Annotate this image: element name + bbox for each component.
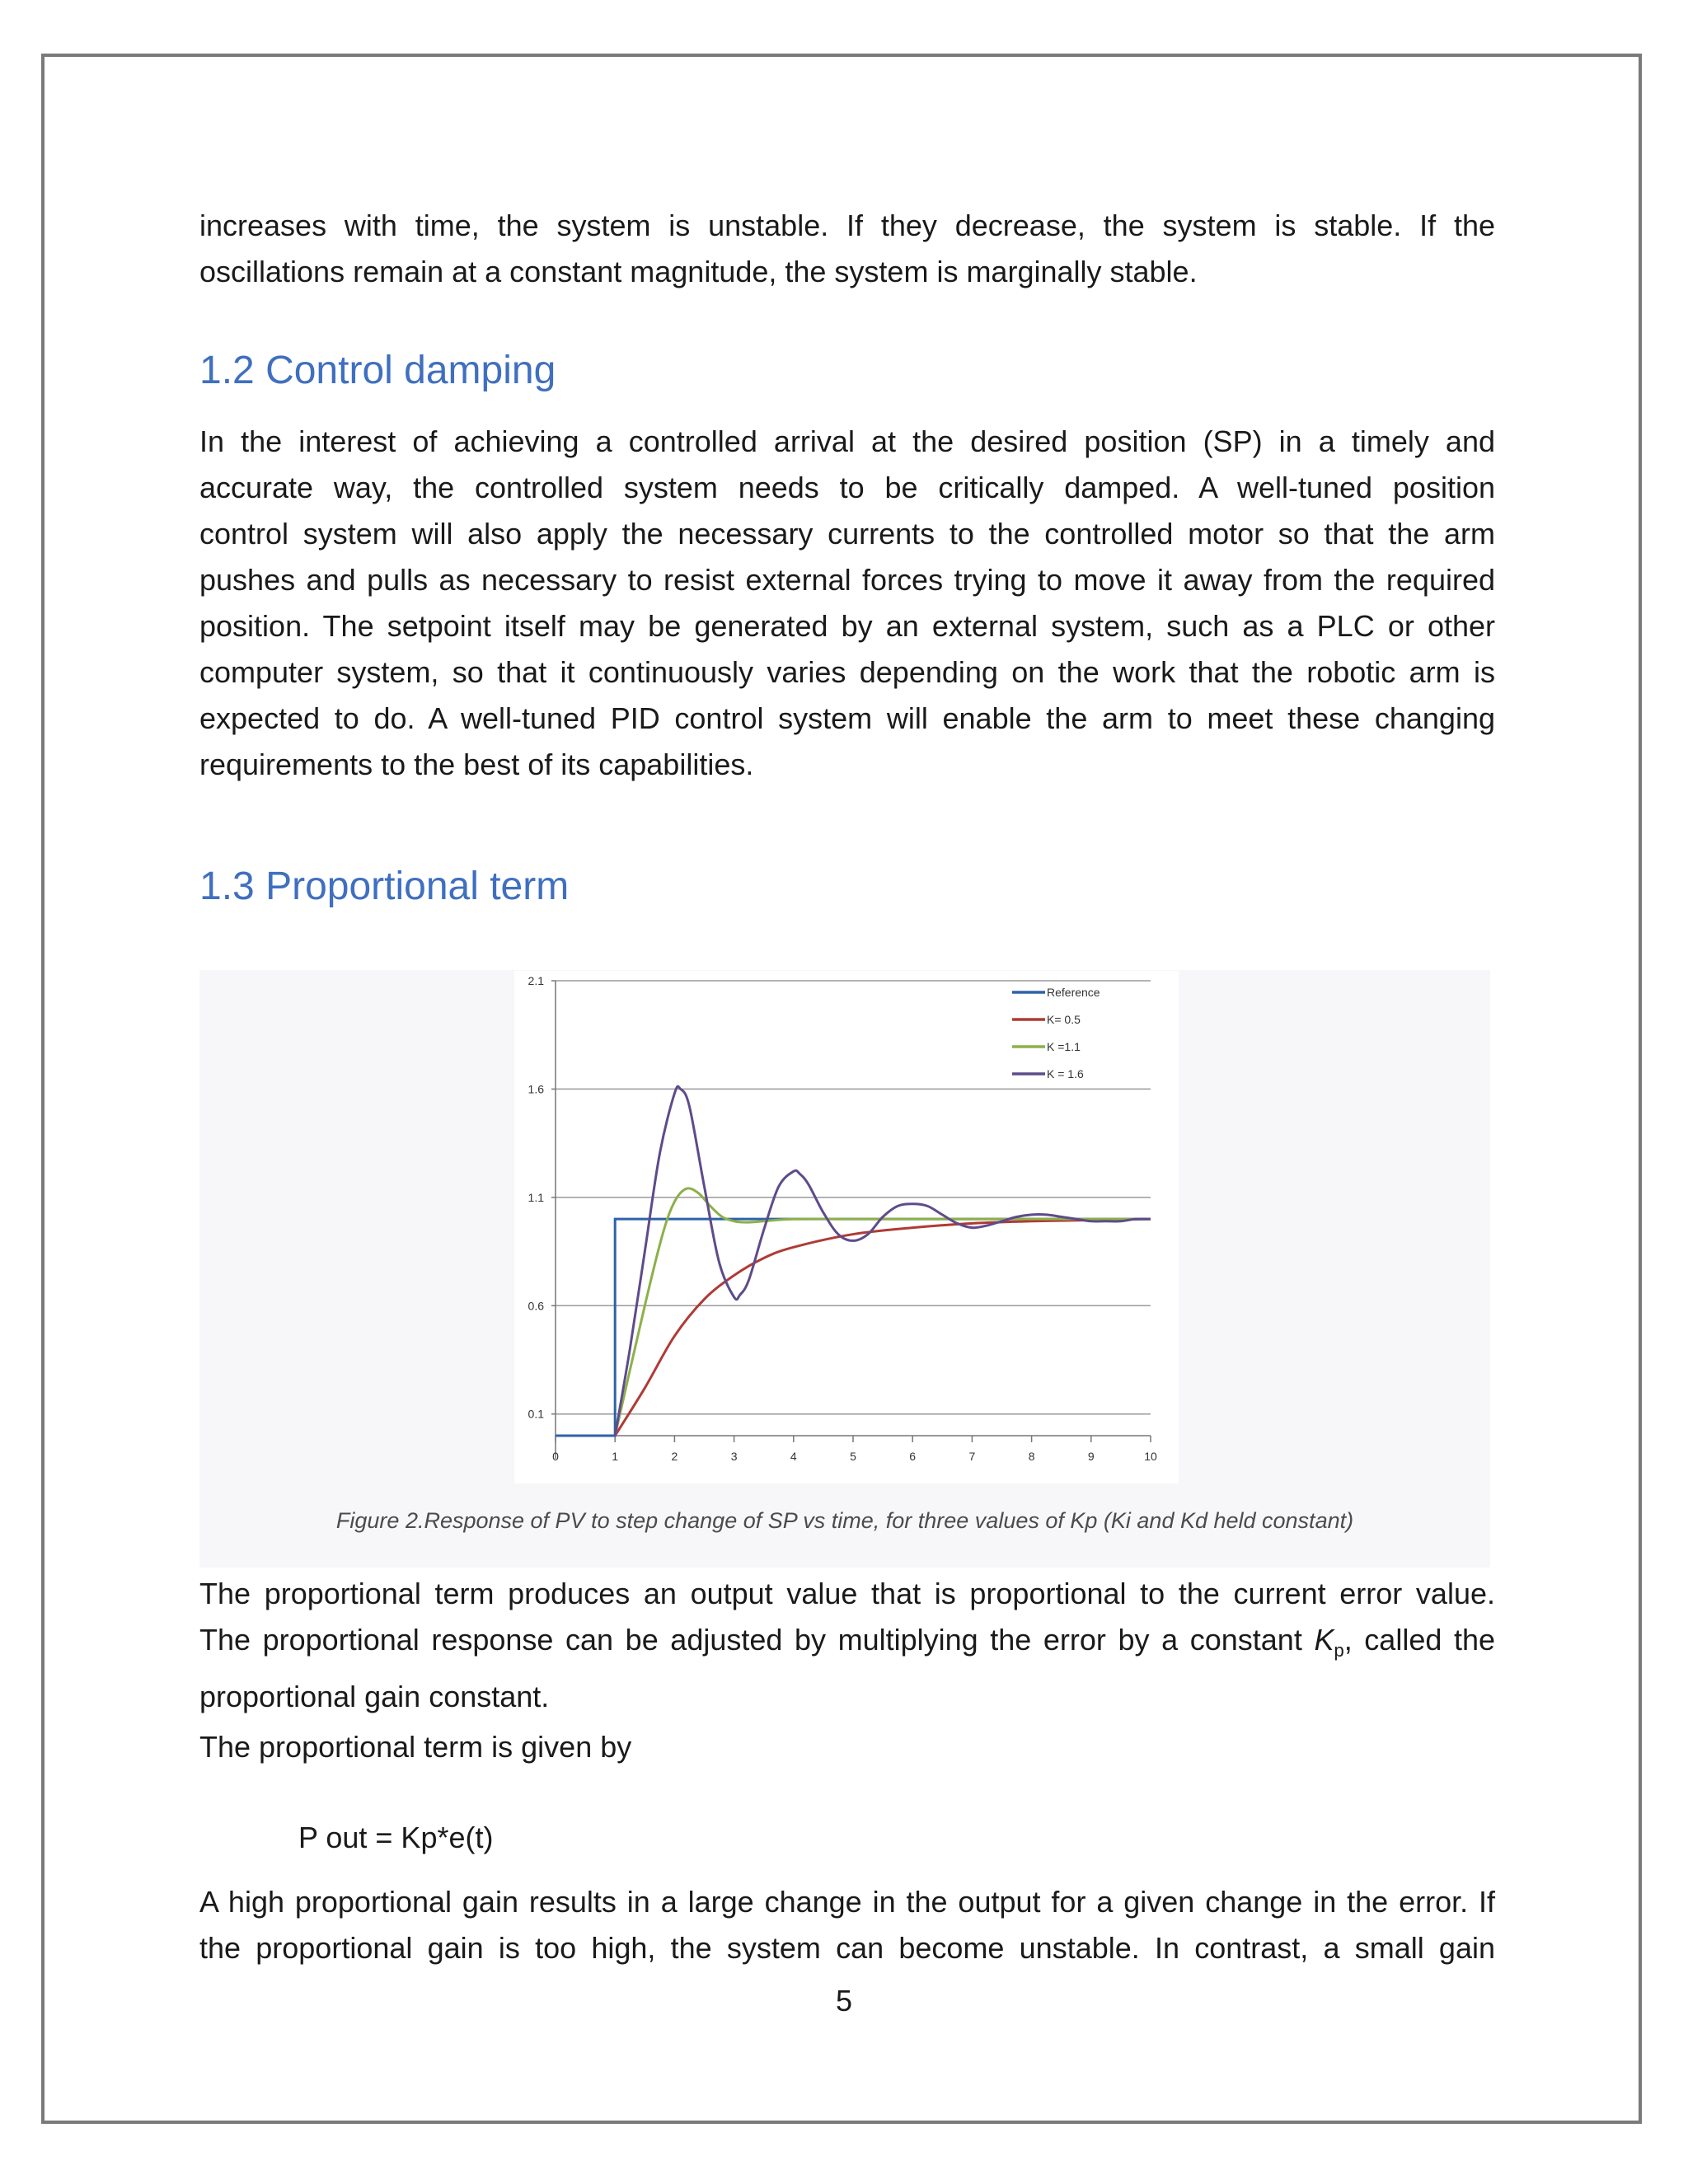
- gain-paragraph: [199, 1879, 1495, 1971]
- gain-line-2: the proportional gain is too high, the system can become unstable. In contrast, a small gain: [199, 1931, 1495, 1965]
- y-tick-label: 1.6: [528, 1082, 544, 1096]
- intro-paragraph: [199, 203, 1495, 295]
- proportional-line-1: The proportional term produces an output value that is proportional to the current error value.: [199, 1577, 1495, 1610]
- damping-line: position. The setpoint itself may be generated by an external system, such as a PLC or other: [199, 609, 1495, 643]
- legend-label: Reference: [1047, 986, 1100, 999]
- x-tick-label: 4: [790, 1450, 797, 1463]
- x-tick-label: 10: [1144, 1450, 1157, 1463]
- damping-paragraph: [199, 419, 1495, 788]
- kp-symbol: K: [1314, 1623, 1334, 1657]
- gain-line-1: A high proportional gain results in a large change in the output for a given change in the error. If: [199, 1885, 1495, 1919]
- intro-line-1: increases with time, the system is unstable. If they decrease, the system is stable. If the: [199, 209, 1495, 242]
- x-tick-label: 3: [730, 1450, 738, 1463]
- kp-subscript: p: [1334, 1640, 1344, 1661]
- figure-caption: Figure 2.Response of PV to step change of SP vs time, for three values of Kp (Ki and Kd held constant): [335, 1508, 1354, 1533]
- proportional-line-2-end: , called the: [1343, 1623, 1495, 1657]
- legend-label: K =1.1: [1047, 1040, 1081, 1053]
- intro-line-2: oscillations remain at a constant magnitude, the system is marginally stable.: [199, 255, 1198, 288]
- proportional-paragraph: [199, 1571, 1495, 1720]
- proportional-line-3: proportional gain constant.: [199, 1680, 550, 1714]
- damping-line: expected to do. A well-tuned PID control system will enable the arm to meet these changing: [199, 701, 1495, 735]
- x-tick-label: 5: [850, 1450, 856, 1463]
- damping-line: computer system, so that it continuously varies depending on the work that the robotic arm is: [199, 655, 1495, 689]
- section-heading-damping: 1.2 Control damping: [199, 349, 556, 392]
- chart-container: [514, 971, 1179, 1483]
- proportional-line-2-text: The proportional response can be adjusted by multiplying the error by a constant: [199, 1623, 1315, 1657]
- step-response-chart: [514, 971, 1179, 1483]
- x-tick-label: 6: [909, 1450, 917, 1463]
- damping-line: In the interest of achieving a controlled arrival at the desired position (SP) in a timely and: [199, 424, 1495, 458]
- x-tick-label: 9: [1087, 1450, 1095, 1463]
- x-tick-label: 2: [671, 1450, 678, 1463]
- x-tick-label: 1: [612, 1450, 619, 1463]
- page-number: 5: [835, 1984, 853, 2018]
- proportional-term-intro: The proportional term is given by: [199, 1730, 632, 1764]
- proportional-line-2: [199, 1617, 1495, 1674]
- x-tick-label: 0: [552, 1450, 559, 1463]
- legend-label: K= 0.5: [1047, 1013, 1081, 1026]
- series-line-k16: [615, 1086, 1151, 1436]
- section-heading-proportional: 1.3 Proportional term: [199, 865, 570, 908]
- x-tick-label: 8: [1028, 1450, 1035, 1463]
- x-tick-label: 7: [968, 1450, 976, 1463]
- damping-line: control system will also apply the necessary currents to the controlled motor so that the arm: [199, 517, 1495, 551]
- damping-line: requirements to the best of its capabilities.: [199, 748, 754, 781]
- y-tick-label: 0.1: [528, 1407, 544, 1421]
- formula: P out = Kp*e(t): [298, 1821, 494, 1854]
- y-tick-label: 1.1: [528, 1190, 544, 1204]
- damping-line: accurate way, the controlled system needs to be critically damped. A well-tuned position: [199, 471, 1495, 504]
- y-tick-label: 2.1: [528, 974, 544, 987]
- y-tick-label: 0.6: [528, 1299, 544, 1313]
- damping-line: pushes and pulls as necessary to resist external forces trying to move it away from the required: [199, 563, 1495, 597]
- series-line-k05: [615, 1219, 1151, 1436]
- legend-label: K = 1.6: [1047, 1067, 1084, 1080]
- series-line-k11: [615, 1188, 1151, 1436]
